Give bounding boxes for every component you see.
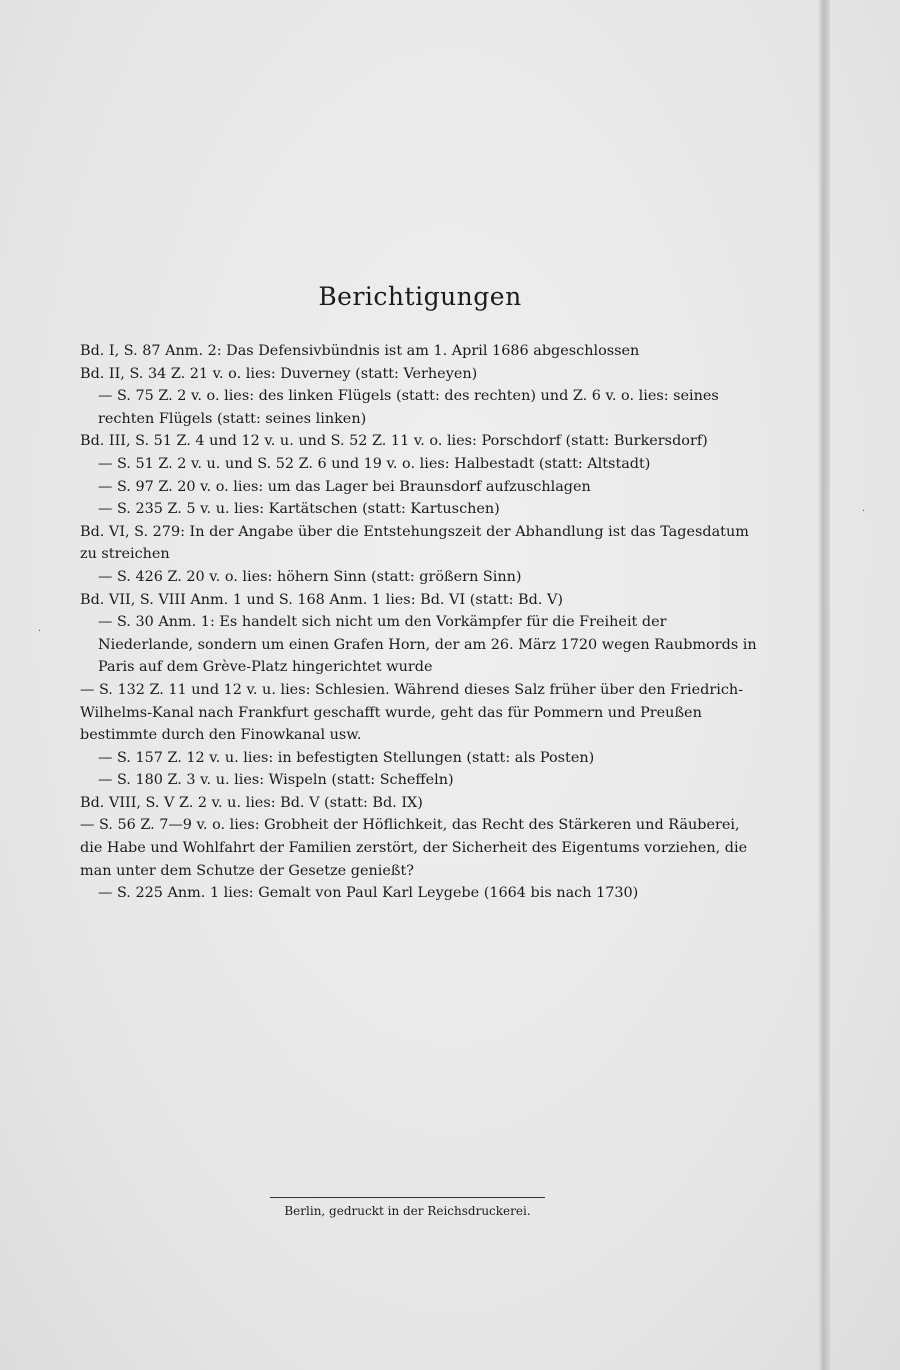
paper-speck: ·: [862, 506, 866, 517]
errata-entry: Bd. II, S. 34 Z. 21 v. o. lies: Duverney (statt: Verheyen): [80, 365, 478, 382]
errata-entry: — S. 180 Z. 3 v. u. lies: Wispeln (statt: Scheffeln): [98, 772, 454, 789]
errata-list: [80, 340, 760, 905]
errata-entry: — S. 235 Z. 5 v. u. lies: Kartätschen (statt: Kartuschen): [98, 501, 500, 518]
page-fold-shadow: [818, 0, 830, 1370]
footer-rule: [270, 1197, 545, 1198]
page-title: Berichtigungen: [318, 282, 522, 311]
errata-entry: — S. 56 Z. 7—9 v. o. lies: Grobheit der Höflichkeit, das Recht des Stärkeren und Räuberei, die Habe und Wohlfahrt der Familien zerstört, der Sicherheit des Eigentums vorziehen, die man unter dem Schutze der Gesetze genießt?: [80, 817, 748, 879]
errata-entry: — S. 51 Z. 2 v. u. und S. 52 Z. 6 und 19 v. o. lies: Halbestadt (statt: Altstadt): [98, 455, 651, 472]
printer-imprint: Berlin, gedruckt in der Reichsdruckerei.: [284, 1204, 531, 1218]
errata-entry: — S. 75 Z. 2 v. o. lies: des linken Flügels (statt: des rechten) und Z. 6 v. o. lies: seines rechten Flügels (statt: seines linken): [98, 388, 719, 427]
errata-entry: Bd. I, S. 87 Anm. 2: Das Defensivbündnis ist am 1. April 1686 abgeschlossen: [80, 343, 640, 359]
errata-entry: Bd. VII, S. VIII Anm. 1 und S. 168 Anm. 1 lies: Bd. VI (statt: Bd. V): [80, 591, 563, 608]
errata-entry: — S. 225 Anm. 1 lies: Gemalt von Paul Karl Leygebe (1664 bis nach 1730): [98, 885, 639, 902]
errata-entry: Bd. III, S. 51 Z. 4 und 12 v. u. und S. 52 Z. 11 v. o. lies: Porschdorf (statt: Burkersdorf): [80, 433, 708, 450]
errata-entry: — S. 157 Z. 12 v. u. lies: in befestigten Stellungen (statt: als Posten): [98, 749, 595, 766]
paper-speck: ·: [38, 626, 42, 637]
errata-entry: — S. 132 Z. 11 und 12 v. u. lies: Schlesien. Während dieses Salz früher über den Friedrich-Wilhelms-Kanal nach Frankfurt geschafft wurde, geht das für Pommern und Preußen bestimmte durch den Finowkanal usw.: [80, 681, 744, 744]
errata-entry: — S. 97 Z. 20 v. o. lies: um das Lager bei Braunsdorf aufzuschlagen: [98, 478, 591, 495]
errata-entry: Bd. VIII, S. V Z. 2 v. u. lies: Bd. V (statt: Bd. IX): [80, 794, 423, 811]
errata-entry: — S. 426 Z. 20 v. o. lies: höhern Sinn (statt: größern Sinn): [98, 568, 522, 585]
errata-entry: Bd. VI, S. 279: In der Angabe über die Entstehungszeit der Abhandlung ist das Tagesdatum zu streichen: [80, 523, 749, 563]
errata-entry: — S. 30 Anm. 1: Es handelt sich nicht um den Vorkämpfer für die Freiheit der Niederlande, sondern um einen Grafen Horn, der am 26. März 1720 wegen Raubmords in Paris auf dem Grève-Platz hingerichtet wurde: [98, 614, 757, 676]
